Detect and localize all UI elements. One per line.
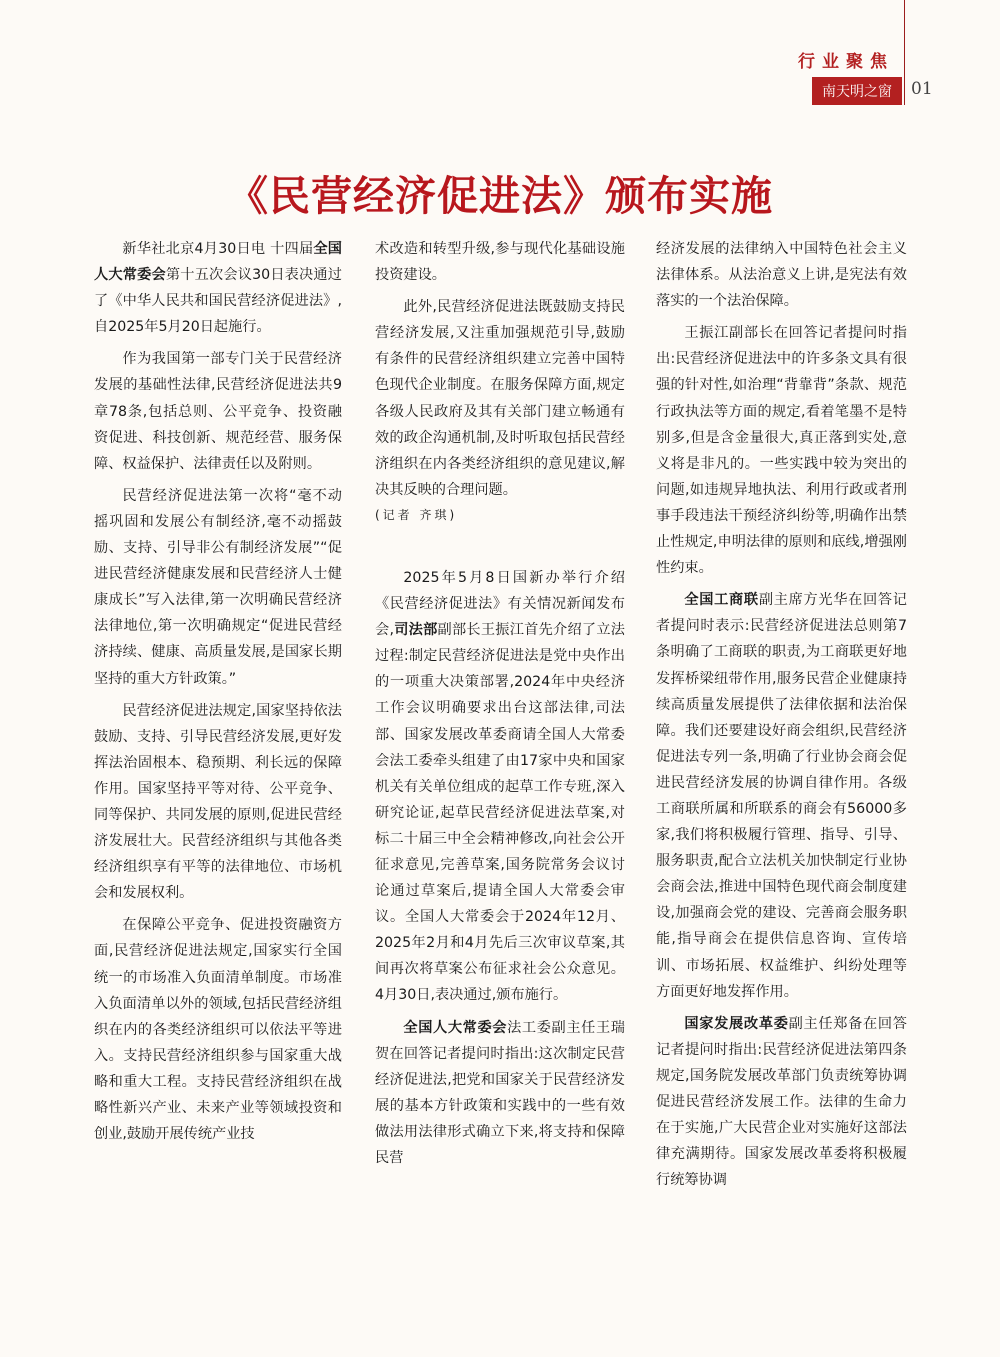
paragraph: 作为我国第一部专门关于民营经济发展的基础性法律,民营经济促进法共9章78条,包括总则、公平竞争、投资融资促进、科技创新、规范经营、服务保障、权益保护、法律责任以及附则。: [94, 351, 342, 472]
section-label: 行业聚焦: [798, 52, 894, 72]
paragraph: [375, 294, 625, 527]
emphasized-organization: 全国人大常委会: [94, 241, 342, 284]
paragraph: 王振江副部长在回答记者提问时指出:民营经济促进法中的许多条文具有很强的针对性,如治理“背靠背”条款、规范行政执法等方面的规定,看着笔墨不是特别多,但是含金量很大,真正落到实处,意义将是非凡的。一些实践中较为突出的问题,如违规异地执法、利用行政或者刑事手段违法干预经济纠纷等,明确作出禁止性规定,申明法律的原则和底线,增强刚性约束。: [656, 325, 907, 577]
paragraph: 全国工商联副主席方光华在回答记者提问时表示:民营经济促进法总则第7条明确了工商联的职责,为工商联更好地发挥桥梁纽带作用,服务民营企业健康持续高质量发展提供了法律依据和法治保障。我们还要建设好商会组织,民营经济促进法专列一条,明确了行业协会商会促进民营经济发展的协调自律作用。各级工商联所属和所联系的商会有56000多家,我们将积极履行管理、指导、引导、服务职责,配合立法机关加快制定行业协会商会法,推进中国特色现代商会制度建设,加强商会党的建设、完善商会服务职能,指导商会在提供信息咨询、宣传培训、市场拓展、权益维护、纠纷处理等方面更好地发挥作用。: [656, 592, 907, 1000]
paragraph: 民营经济促进法规定,国家坚持依法鼓励、支持、引导民营经济发展,更好发挥法治固根本、稳预期、利长远的保障作用。国家坚持平等对待、公平竞争、同等保护、共同发展的原则,促进民营经济发展壮大。民营经济组织与其他各类经济组织享有平等的法律地位、市场机会和发展权利。: [94, 702, 342, 902]
paragraph: 全国人大常委会法工委副主任王瑞贺在回答记者提问时指出:这次制定民营经济促进法,把党和国家关于民营经济发展的基本方针政策和实践中的一些有效做法用法律形式确立下来,将支持和保障民营: [375, 1019, 625, 1166]
text-column-1: [94, 236, 342, 1153]
emphasized-organization: 国家发展改革委: [684, 1015, 789, 1032]
paragraph: 2025年5月8日国新办举行介绍《民营经济促进法》有关情况新闻发布会,司法部副部长王振江首先介绍了立法过程:制定民营经济促进法是党中央作出的一项重大决策部署,2024年中央经济工作会议明确要求出台这部法律,司法部、国家发展改革委商请全国人大常委会法工委牵头组建了由17家中央和国家机关有关单位组成的起草工作专班,深入研究论证,起草民营经济促进法草案,对标二十届三中全会精神修改,向社会公开征求意见,完善草案,国务院常务会议讨论通过草案后,提请全国人大常委会审议。全国人大常委会于2024年12月、2025年2月和4月先后三次审议草案,其间再次将草案公布征求社会公众意见。4月30日,表决通过,颁布施行。: [375, 569, 625, 1004]
page-number: 01: [911, 79, 933, 99]
header-divider-line: [904, 0, 905, 105]
emphasized-organization: 司法部: [393, 622, 438, 639]
reporter-byline: (记者 齐琪): [375, 507, 458, 522]
article-title: 《民营经济促进法》颁布实施: [227, 172, 773, 220]
column-badge: 南天明之窗: [812, 77, 902, 105]
paragraph-continued: 经济发展的法律纳入中国特色社会主义法律体系。从法治意义上讲,是宪法有效落实的一个法治保障。: [656, 241, 907, 310]
paragraph-text: 此外,民营经济促进法既鼓励支持民营经济发展,又注重加强规范引导,鼓励有条件的民营经济组织建立完善中国特色现代企业制度。在服务保障方面,规定各级人民政府及其有关部门建立畅通有效的政企沟通机制,及时听取包括民营经济组织在内各类经济组织的意见建议,解决其反映的合理问题。: [375, 299, 625, 498]
paragraph: 民营经济促进法第一次将“毫不动摇巩固和发展公有制经济,毫不动摇鼓励、支持、引导非公有制经济发展”“促进民营经济健康发展和民营经济人士健康成长”写入法律,第一次明确民营经济法律地位,第一次明确规定“促进民营经济持续、健康、高质量发展,是国家长期坚持的重大方针政策。”: [94, 487, 342, 687]
paragraph-lead: 新华社北京4月30日电 十四届全国人大常委会第十五次会议30日表决通过了《中华人民共和国民营经济促进法》,自2025年5月20日起施行。: [94, 241, 342, 336]
text-column-2: [375, 236, 625, 1177]
emphasized-organization: 全国工商联: [684, 592, 759, 609]
paragraph: 在保障公平竞争、促进投资融资方面,民营经济促进法规定,国家实行全国统一的市场准入负面清单制度。市场准入负面清单以外的领域,包括民营经济组织在内的各类经济组织可以依法平等进入。支持民营经济组织参与国家重大战略和重大工程。支持民营经济组织在战略性新兴产业、未来产业等领域投资和创业,鼓励开展传统产业技: [94, 917, 342, 1143]
paragraph: 国家发展改革委副主任郑备在回答记者提问时指出:民营经济促进法第四条规定,国务院发展改革部门负责统筹协调促进民营经济发展工作。法律的生命力在于实施,广大民营企业对实施好这部法律充满期待。国家发展改革委将积极履行统筹协调: [656, 1015, 907, 1189]
emphasized-organization: 全国人大常委会: [403, 1019, 508, 1036]
text-column-3: [656, 236, 907, 1199]
paragraph-continued: 术改造和转型升级,参与现代化基础设施投资建设。: [375, 241, 625, 284]
